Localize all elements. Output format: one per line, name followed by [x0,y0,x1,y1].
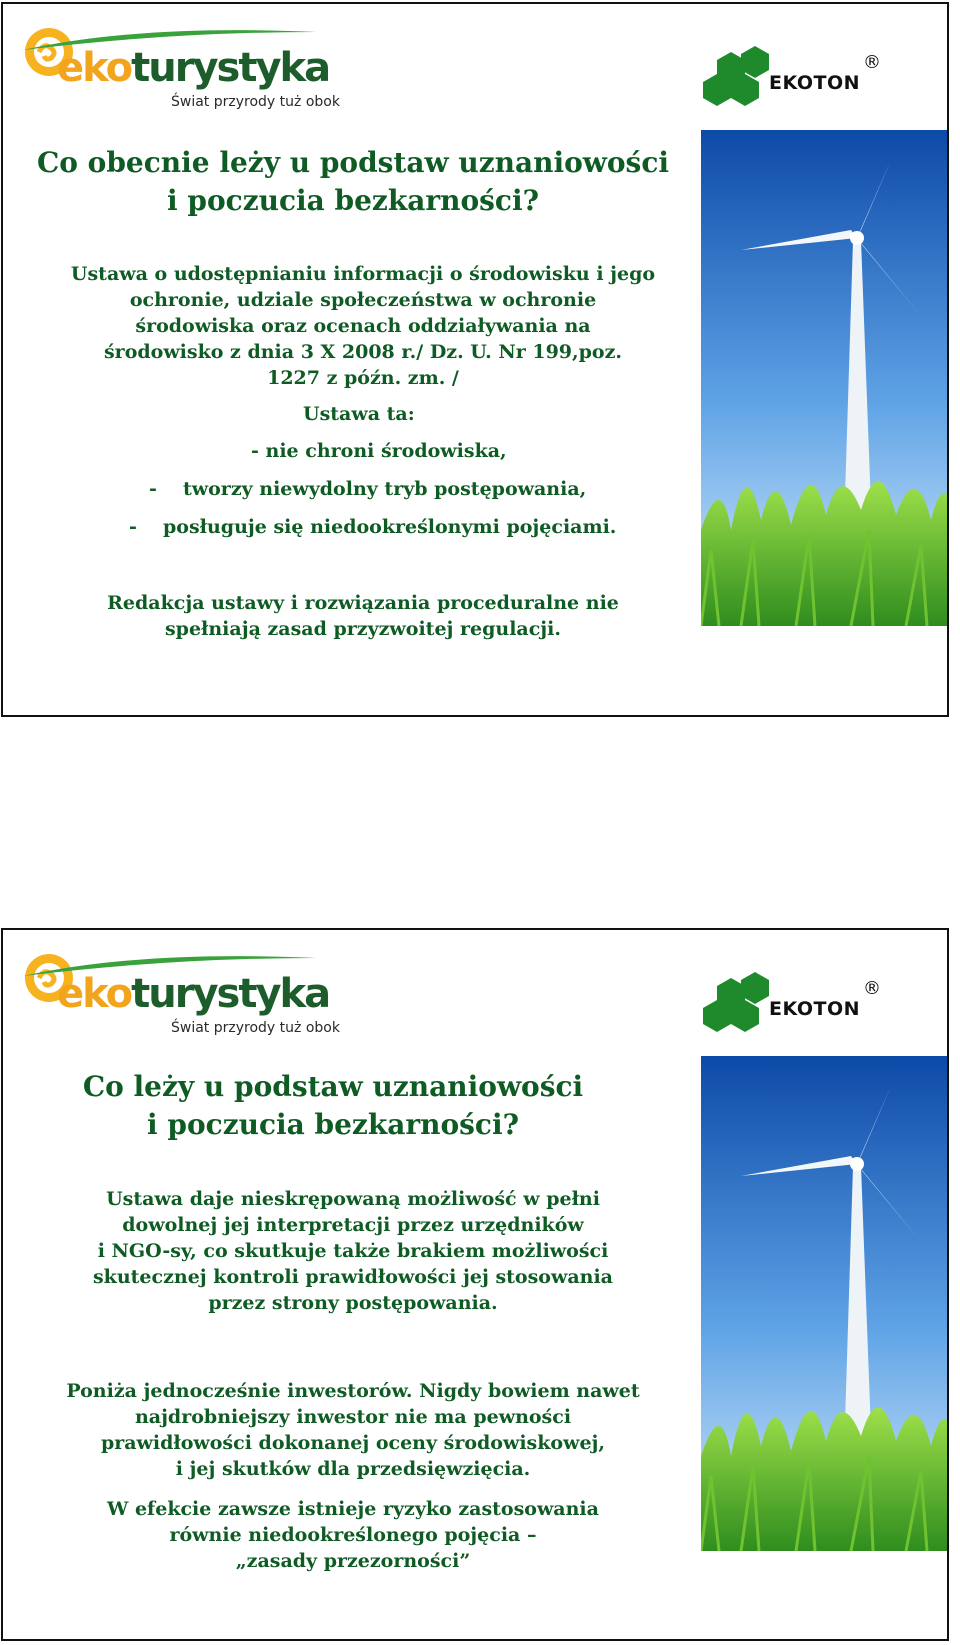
slide-2 [1,928,949,1641]
summary-line: Redakcja ustawy i rozwiązania proceduralne nie [107,592,619,614]
paragraph-line: prawidłowości dokonanej oceny środowiskowej, [100,1432,606,1454]
law-lead-text: Ustawa ta: [303,403,415,425]
hexagon-cluster-icon [703,44,773,108]
paragraph-line: W efekcie zawsze istnieje ryzyko zastosowania [107,1498,599,1520]
paragraph-line: Ustawa daje nieskrępowaną możliwość w pełni [106,1188,600,1210]
slide-1-title [3,144,703,220]
law-line: środowiska oraz ocenach oddziaływania na [135,315,591,337]
slide-2-title [33,1068,633,1144]
wordmark-turystyka: turystyka [131,45,330,91]
law-reference [63,261,663,391]
slide-1 [1,2,949,717]
paragraph-line: i NGO-sy, co skutkuje także brakiem możliwości [97,1240,609,1262]
ekoturystyka-tagline: Świat przyrody tuż obok [171,94,340,110]
ekoturystyka-wordmark [57,45,330,91]
bullet-dash: - [251,440,259,462]
paragraph-line: dowolnej jej interpretacji przez urzędników [122,1214,584,1236]
bullet-item [251,438,651,464]
slide-1-title-line-1: Co obecnie leży u podstaw uznaniowości [36,146,670,179]
bullet-dash: - [129,516,137,538]
slide-2-title-line-1: Co leży u podstaw uznaniowości [82,1070,584,1103]
paragraph-line: skutecznej kontroli prawidłowości jej stosowania [92,1266,613,1288]
bullet-item [129,514,689,540]
bullet-dash: - [149,478,157,500]
paragraph-precaution [23,1496,683,1574]
swoosh-icon [21,24,321,54]
registered-mark: ® [863,52,881,73]
ekoturystyka-logo [21,950,341,1040]
wordmark-eko: eko [57,45,132,91]
wind-turbine-image [701,130,949,626]
slide-1-title-line-2: i poczucia bezkarności? [167,184,539,217]
ekoton-wordmark: EKOTON [769,998,861,1020]
ekoturystyka-tagline: Świat przyrody tuż obok [171,1020,340,1036]
registered-mark: ® [863,978,881,999]
summary-line: spełniają zasad przyzwoitej regulacji. [164,618,562,640]
law-line: 1227 z późn. zm. / [267,367,459,389]
paragraph-line: Poniża jednocześnie inwestorów. Nigdy bowiem nawet [66,1380,640,1402]
bullet-text: posługuje się niedookreślonymi pojęciami. [163,516,617,538]
wordmark-eko: eko [57,971,132,1017]
paragraph-line: przez strony postępowania. [208,1292,498,1314]
ekoton-logo [703,44,903,114]
paragraph-line: i jej skutków dla przedsięwzięcia. [175,1458,531,1480]
ekoton-wordmark: EKOTON [769,72,861,94]
ekoton-logo [703,970,903,1040]
bullet-item [149,476,669,502]
slide-2-title-line-2: i poczucia bezkarności? [147,1108,519,1141]
paragraph-line: równie niedookreślonego pojęcia – [169,1524,537,1546]
paragraph-line: „zasady przezorności” [235,1550,471,1572]
paragraph-line: najdrobniejszy inwestor nie ma pewności [134,1406,572,1428]
law-line: Ustawa o udostępnianiu informacji o środowisku i jego [70,263,656,285]
hexagon-cluster-icon [703,970,773,1034]
law-line: ochronie, udziale społeczeństwa w ochronie [129,289,597,311]
swoosh-icon [21,950,321,980]
paragraph-interpretation [23,1186,683,1316]
law-line: środowisko z dnia 3 X 2008 r./ Dz. U. Nr 199,poz. [103,341,622,363]
paragraph-investors [3,1378,703,1482]
bullet-text: tworzy niewydolny tryb postępowania, [183,478,587,500]
wind-turbine-image [701,1056,949,1551]
wind-turbine-icon [701,130,949,626]
slide-1-summary [63,590,663,642]
wind-turbine-icon [701,1056,949,1551]
bullet-text: nie chroni środowiska, [265,440,507,462]
wordmark-turystyka: turystyka [131,971,330,1017]
ekoturystyka-logo [21,24,341,114]
ekoturystyka-wordmark [57,971,330,1017]
